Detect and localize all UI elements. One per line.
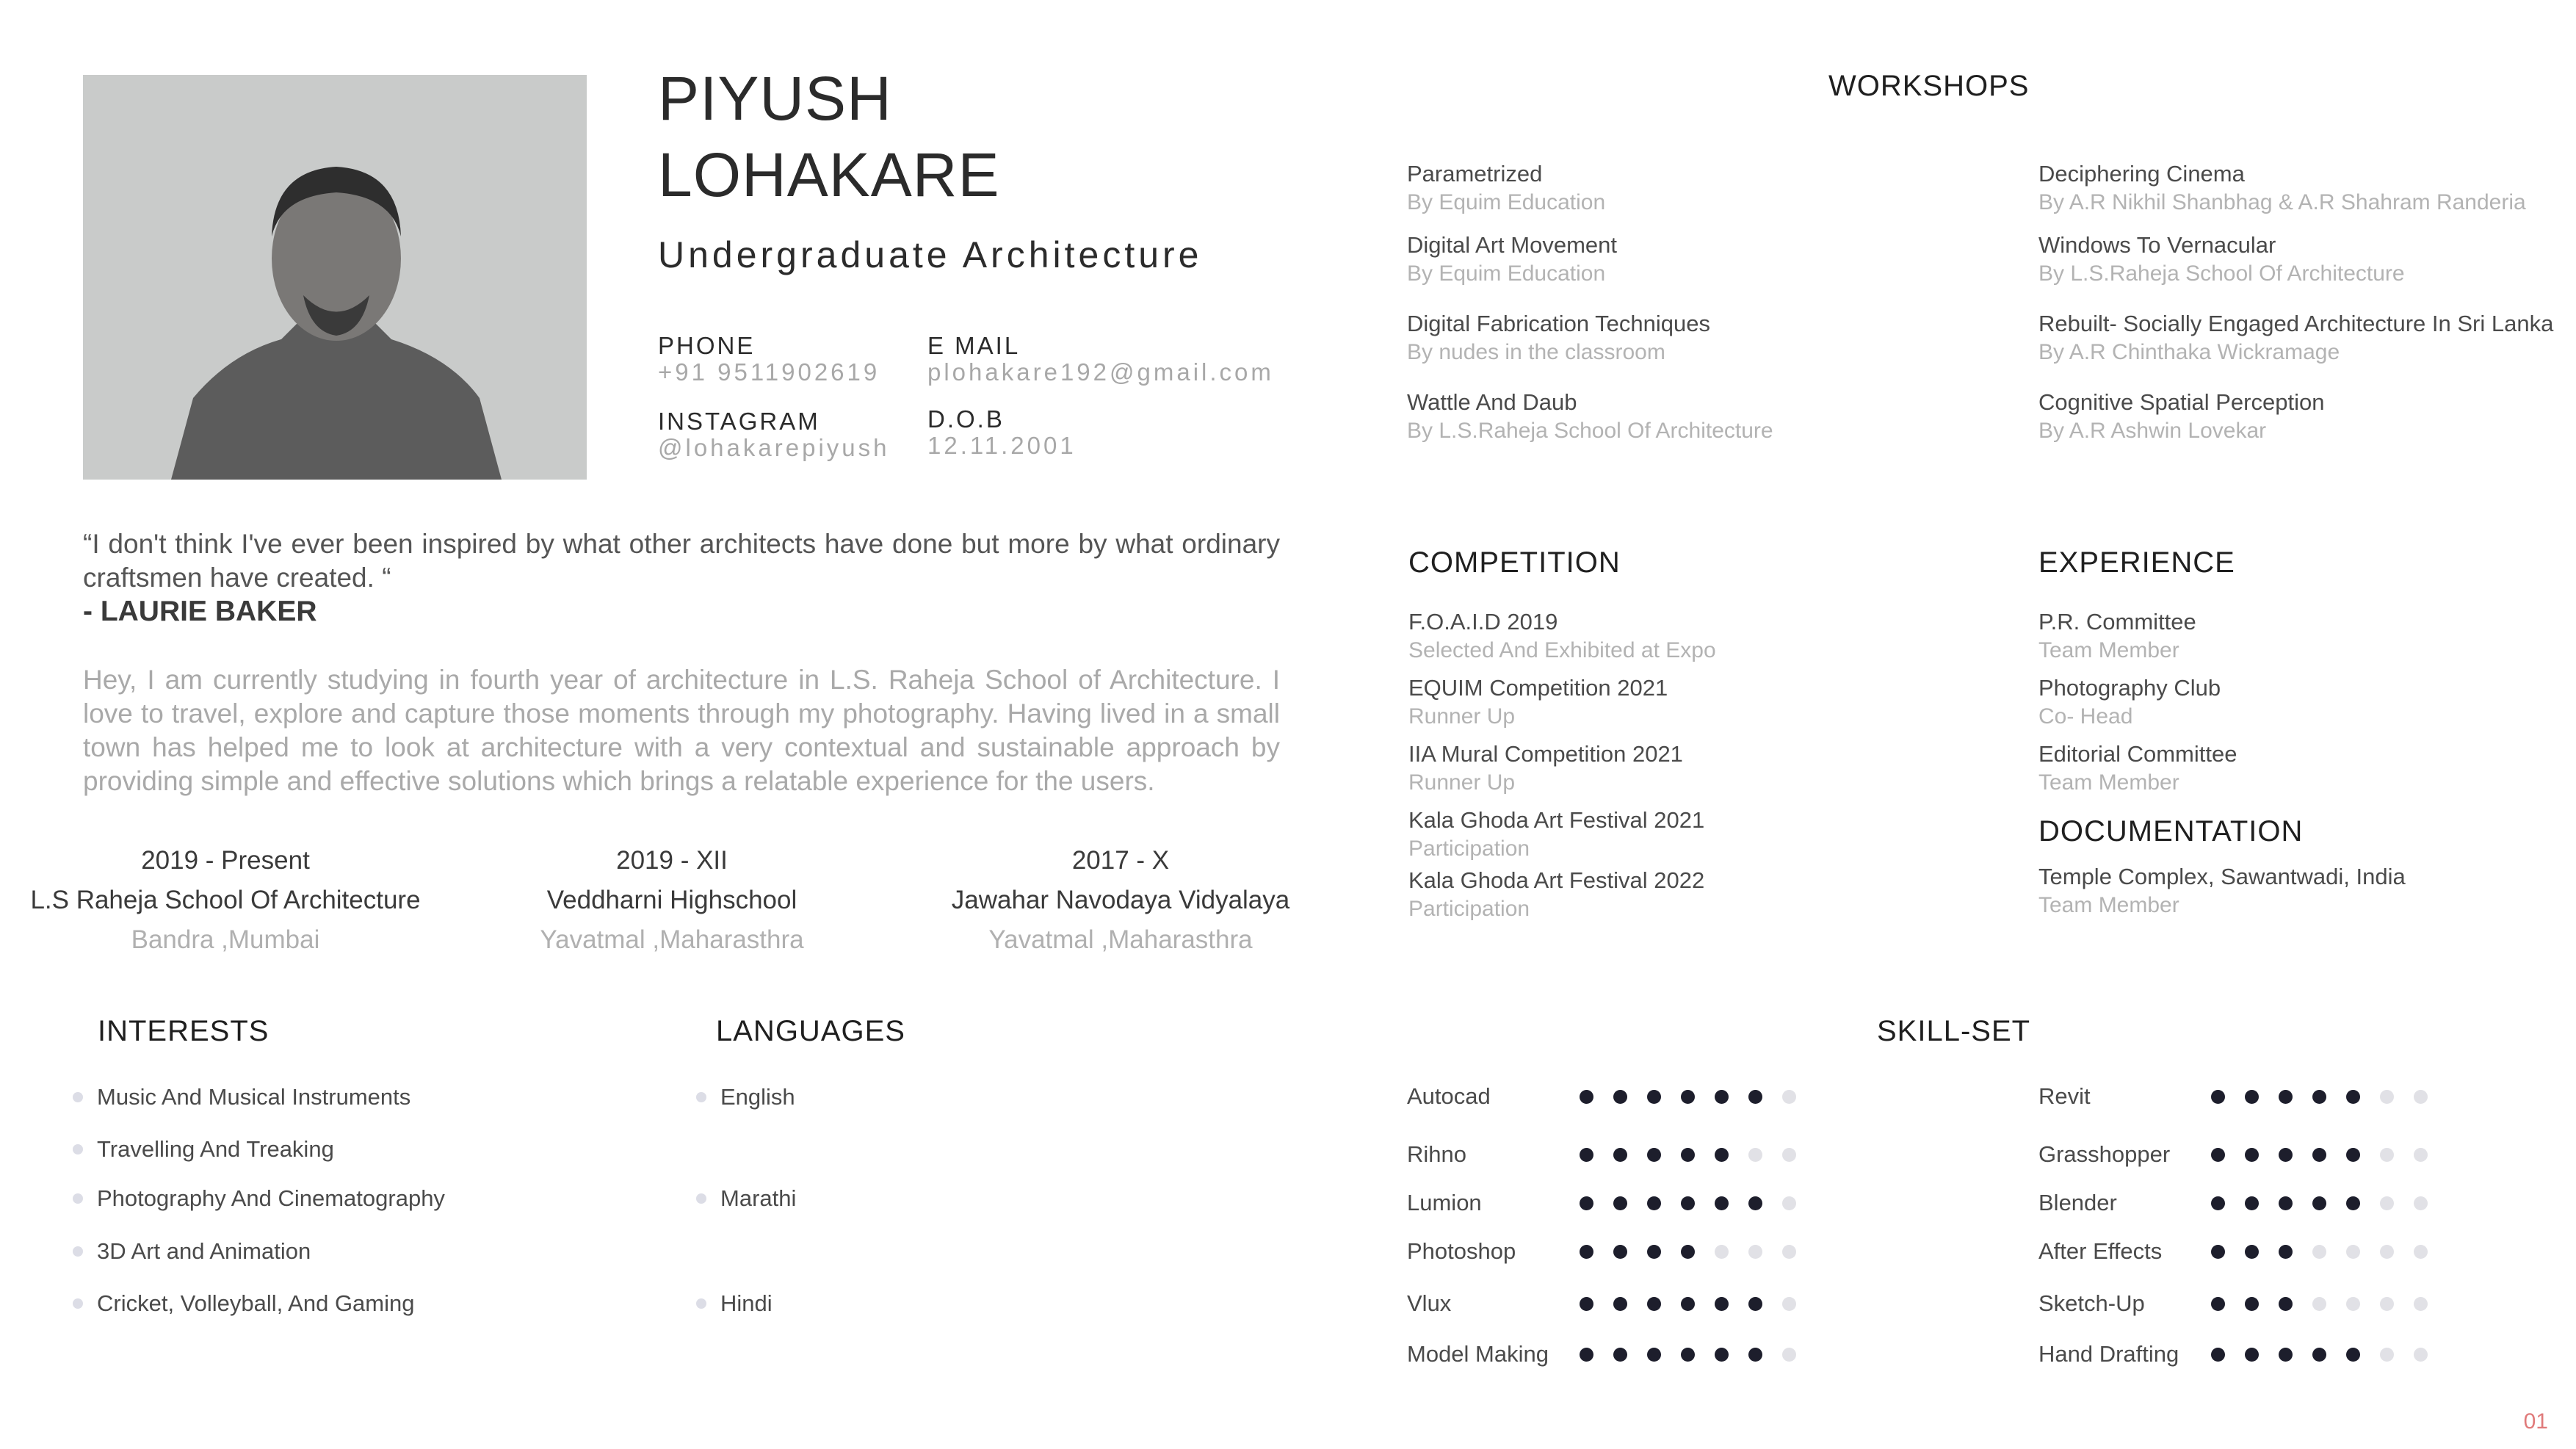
rating-dot-filled — [2245, 1245, 2259, 1259]
rating-dot-filled — [1715, 1297, 1729, 1311]
workshop-item — [2038, 389, 2324, 444]
interest-item — [73, 1084, 410, 1110]
skill-rating — [2211, 1090, 2447, 1104]
skill-name: Grasshopper — [2038, 1141, 2171, 1167]
skill-row — [2038, 1188, 2447, 1218]
workshop-item — [1407, 389, 1773, 444]
rating-dot-filled — [2312, 1090, 2326, 1104]
competition-item — [1408, 867, 1704, 922]
workshop-item — [1407, 311, 1710, 365]
interest-item — [73, 1238, 311, 1265]
rating-dot-filled — [2312, 1196, 2326, 1210]
competition-note: Runner Up — [1408, 704, 1516, 729]
rating-dot-filled — [1748, 1196, 1762, 1210]
rating-dot-filled — [2346, 1196, 2360, 1210]
rating-dot-filled — [1647, 1090, 1661, 1104]
documentation-item — [2038, 864, 2406, 918]
languages-title: LANGUAGES — [716, 1015, 905, 1047]
documentation-note: Team Member — [2038, 893, 2179, 917]
rating-dot-filled — [1613, 1196, 1627, 1210]
skillset-title: SKILL-SET — [1877, 1015, 2031, 1047]
interest-item — [73, 1136, 334, 1163]
workshop-item — [1407, 232, 1617, 286]
interest-item — [73, 1185, 445, 1212]
bio-text: Hey, I am currently studying in fourth year of architecture in L.S. Raheja School of Architecture. I love to travel, explore and capture those moments through my photography. Having lived in a small town has helped me to look at architecture with a very contextual and sustainable approach by providing simple and effective solutions which brings a relatable experience for the users. — [83, 665, 1280, 796]
rating-dot-filled — [2279, 1348, 2293, 1362]
rating-dot-empty — [1782, 1148, 1796, 1162]
skill-name: Model Making — [1407, 1341, 1549, 1367]
skill-row — [2038, 1340, 2447, 1369]
rating-dot-filled — [2346, 1348, 2360, 1362]
rating-dot-empty — [2414, 1297, 2428, 1311]
skill-row — [2038, 1140, 2447, 1169]
rating-dot-filled — [1715, 1348, 1729, 1362]
bullet-dot — [73, 1246, 83, 1257]
dob-value: 12.11.2001 — [927, 432, 1077, 459]
rating-dot-empty — [2414, 1245, 2428, 1259]
rating-dot-filled — [2279, 1245, 2293, 1259]
competition-note: Runner Up — [1408, 770, 1516, 795]
rating-dot-empty — [2346, 1245, 2360, 1259]
instagram-value: @lohakarepiyush — [658, 434, 890, 461]
last-name: LOHAKARE — [658, 140, 1000, 209]
rating-dot-filled — [1613, 1245, 1627, 1259]
language-item — [696, 1084, 795, 1110]
rating-dot-filled — [1748, 1297, 1762, 1311]
skill-name: After Effects — [2038, 1238, 2163, 1264]
skill-rating — [1580, 1090, 1816, 1104]
rating-dot-filled — [1748, 1090, 1762, 1104]
rating-dot-filled — [1647, 1297, 1661, 1311]
skill-name: Sketch-Up — [2038, 1290, 2145, 1316]
bullet-dot — [73, 1144, 83, 1154]
skill-rating — [2211, 1348, 2447, 1362]
rating-dot-empty — [1782, 1090, 1796, 1104]
rating-dot-filled — [1580, 1297, 1593, 1311]
skill-rating — [2211, 1297, 2447, 1311]
rating-dot-empty — [2380, 1196, 2394, 1210]
education-item — [5, 846, 446, 955]
rating-dot-filled — [2245, 1148, 2259, 1162]
skill-row — [1407, 1340, 1816, 1369]
rating-dot-filled — [2346, 1090, 2360, 1104]
language-item — [696, 1185, 796, 1212]
competition-item — [1408, 741, 1683, 795]
documentation-title: DOCUMENTATION — [2038, 815, 2304, 848]
documentation-name: Temple Complex, Sawantwadi, India — [2038, 864, 2406, 889]
experience-note: Team Member — [2038, 770, 2179, 795]
skill-rating — [2211, 1196, 2447, 1210]
experience-role: P.R. Committee — [2038, 609, 2196, 635]
competition-title: COMPETITION — [1408, 546, 1621, 579]
quote-text: “I don't think I've ever been inspired by what other architects have done but more by what ordinary craftsmen have created. “ — [83, 529, 1280, 593]
rating-dot-empty — [1715, 1245, 1729, 1259]
bullet-dot — [696, 1298, 706, 1309]
interest-label: Photography And Cinematography — [97, 1185, 445, 1211]
rating-dot-empty — [2312, 1245, 2326, 1259]
education-years: 2017 - X — [1071, 846, 1170, 875]
skill-name: Lumion — [1407, 1190, 1482, 1215]
workshop-by: By Equim Education — [1407, 261, 1606, 286]
skill-name: Photoshop — [1407, 1238, 1516, 1264]
workshop-title: Cognitive Spatial Perception — [2038, 389, 2325, 415]
skill-row — [2038, 1289, 2447, 1318]
competition-item — [1408, 807, 1704, 861]
interests-title: INTERESTS — [98, 1015, 269, 1047]
skill-name: Autocad — [1407, 1083, 1491, 1109]
skill-rating — [2211, 1148, 2447, 1162]
workshop-item — [2038, 311, 2553, 365]
workshop-title: Wattle And Daub — [1407, 389, 1577, 415]
interest-item — [73, 1290, 415, 1317]
workshop-item — [1407, 161, 1605, 215]
rating-dot-filled — [2279, 1148, 2293, 1162]
workshop-by: By L.S.Raheja School Of Architecture — [1407, 419, 1773, 443]
rating-dot-empty — [2414, 1148, 2428, 1162]
interest-label: Travelling And Treaking — [97, 1136, 334, 1162]
workshops-title: WORKSHOPS — [1828, 70, 2030, 102]
skill-row — [1407, 1140, 1816, 1169]
skill-name: Vlux — [1407, 1290, 1452, 1316]
rating-dot-filled — [2279, 1090, 2293, 1104]
experience-item — [2038, 675, 2221, 729]
rating-dot-filled — [1681, 1245, 1695, 1259]
rating-dot-filled — [1681, 1348, 1695, 1362]
bullet-dot — [73, 1092, 83, 1102]
first-name: PIYUSH — [658, 64, 892, 133]
education-place: Yavatmal ,Maharasthra — [988, 925, 1253, 954]
skill-row — [1407, 1289, 1816, 1318]
education-item — [452, 846, 892, 955]
rating-dot-filled — [2245, 1348, 2259, 1362]
workshop-title: Parametrized — [1407, 161, 1543, 187]
page-number: 01 — [2523, 1409, 2548, 1434]
workshop-title: Rebuilt- Socially Engaged Architecture In Sri Lanka — [2038, 311, 2554, 336]
profile-photo — [83, 75, 587, 480]
rating-dot-filled — [2346, 1148, 2360, 1162]
rating-dot-empty — [2380, 1090, 2394, 1104]
experience-title: EXPERIENCE — [2038, 546, 2235, 579]
skill-row — [2038, 1237, 2447, 1266]
rating-dot-filled — [1613, 1148, 1627, 1162]
rating-dot-filled — [2245, 1297, 2259, 1311]
competition-name: Kala Ghoda Art Festival 2021 — [1408, 807, 1705, 833]
rating-dot-empty — [1748, 1245, 1762, 1259]
rating-dot-empty — [2414, 1090, 2428, 1104]
skill-row — [1407, 1188, 1816, 1218]
bullet-dot — [73, 1193, 83, 1204]
skill-rating — [1580, 1297, 1816, 1311]
rating-dot-empty — [2414, 1196, 2428, 1210]
interest-label: 3D Art and Animation — [97, 1238, 311, 1264]
workshop-title: Windows To Vernacular — [2038, 232, 2276, 258]
rating-dot-filled — [1647, 1245, 1661, 1259]
competition-note: Participation — [1408, 836, 1530, 861]
quote-author: - LAURIE BAKER — [83, 596, 317, 627]
workshop-title: Digital Fabrication Techniques — [1407, 311, 1710, 336]
skill-name: Hand Drafting — [2038, 1341, 2179, 1367]
rating-dot-empty — [2380, 1245, 2394, 1259]
rating-dot-filled — [1681, 1090, 1695, 1104]
rating-dot-empty — [2346, 1297, 2360, 1311]
phone-value: +91 9511902619 — [658, 358, 880, 386]
rating-dot-filled — [1681, 1148, 1695, 1162]
rating-dot-filled — [2211, 1148, 2225, 1162]
rating-dot-filled — [2211, 1297, 2225, 1311]
rating-dot-filled — [1748, 1348, 1762, 1362]
rating-dot-filled — [1580, 1348, 1593, 1362]
skill-rating — [1580, 1348, 1816, 1362]
education-school: Jawahar Navodaya Vidyalaya — [951, 886, 1290, 914]
workshop-by: By A.R Ashwin Lovekar — [2038, 419, 2267, 443]
rating-dot-filled — [2211, 1196, 2225, 1210]
rating-dot-filled — [2279, 1196, 2293, 1210]
education-years: 2019 - Present — [141, 846, 310, 875]
experience-item — [2038, 609, 2196, 663]
competition-name: EQUIM Competition 2021 — [1408, 675, 1668, 701]
rating-dot-filled — [2245, 1090, 2259, 1104]
rating-dot-empty — [2380, 1148, 2394, 1162]
experience-item — [2038, 741, 2237, 795]
workshop-by: By nudes in the classroom — [1407, 340, 1665, 364]
instagram-label: INSTAGRAM — [658, 408, 820, 435]
language-label: Hindi — [720, 1290, 773, 1316]
competition-item — [1408, 675, 1668, 729]
experience-role: Editorial Committee — [2038, 741, 2237, 767]
rating-dot-filled — [1580, 1148, 1593, 1162]
competition-name: IIA Mural Competition 2021 — [1408, 741, 1683, 767]
bullet-dot — [696, 1092, 706, 1102]
rating-dot-filled — [2211, 1245, 2225, 1259]
interest-label: Music And Musical Instruments — [97, 1084, 411, 1110]
rating-dot-empty — [1748, 1148, 1762, 1162]
skill-row — [1407, 1082, 1816, 1111]
skill-row — [2038, 1082, 2447, 1111]
skill-rating — [1580, 1196, 1816, 1210]
experience-role: Photography Club — [2038, 675, 2221, 701]
skill-rating — [1580, 1245, 1816, 1259]
education-place: Yavatmal ,Maharasthra — [540, 925, 804, 954]
rating-dot-empty — [1782, 1297, 1796, 1311]
education-school: Veddharni Highschool — [546, 886, 797, 914]
skill-name: Revit — [2038, 1083, 2091, 1109]
interest-label: Cricket, Volleyball, And Gaming — [97, 1290, 415, 1316]
workshop-item — [2038, 232, 2405, 286]
education-item — [900, 846, 1341, 955]
experience-note: Team Member — [2038, 638, 2179, 662]
rating-dot-empty — [2380, 1348, 2394, 1362]
rating-dot-empty — [1782, 1196, 1796, 1210]
rating-dot-filled — [1613, 1297, 1627, 1311]
workshop-by: By L.S.Raheja School Of Architecture — [2038, 261, 2405, 286]
rating-dot-filled — [1647, 1196, 1661, 1210]
competition-note: Participation — [1408, 897, 1530, 921]
phone-label: PHONE — [658, 332, 756, 359]
language-item — [696, 1290, 773, 1317]
rating-dot-filled — [1715, 1090, 1729, 1104]
education-place: Bandra ,Mumbai — [131, 925, 320, 954]
rating-dot-empty — [2414, 1348, 2428, 1362]
workshop-title: Digital Art Movement — [1407, 232, 1617, 258]
bullet-dot — [73, 1298, 83, 1309]
rating-dot-filled — [1647, 1348, 1661, 1362]
skill-name: Blender — [2038, 1190, 2117, 1215]
competition-item — [1408, 609, 1716, 663]
experience-note: Co- Head — [2038, 704, 2133, 729]
rating-dot-filled — [2211, 1348, 2225, 1362]
language-label: Marathi — [720, 1185, 797, 1211]
competition-name: F.O.A.I.D 2019 — [1408, 609, 1558, 635]
competition-name: Kala Ghoda Art Festival 2022 — [1408, 867, 1705, 893]
competition-note: Selected And Exhibited at Expo — [1408, 638, 1716, 662]
skill-rating — [2211, 1245, 2447, 1259]
rating-dot-filled — [2312, 1148, 2326, 1162]
skill-name: Rihno — [1407, 1141, 1466, 1167]
education-school: L.S Raheja School Of Architecture — [30, 886, 421, 914]
rating-dot-filled — [2245, 1196, 2259, 1210]
workshop-by: By A.R Nikhil Shanbhag & A.R Shahram Randeria — [2038, 190, 2526, 214]
rating-dot-filled — [1715, 1148, 1729, 1162]
rating-dot-filled — [1613, 1090, 1627, 1104]
rating-dot-filled — [1681, 1297, 1695, 1311]
rating-dot-empty — [2312, 1297, 2326, 1311]
dob-label: D.O.B — [927, 405, 1005, 433]
rating-dot-filled — [2211, 1090, 2225, 1104]
email-value: plohakare192@gmail.com — [927, 358, 1274, 386]
workshop-by: By Equim Education — [1407, 190, 1606, 214]
rating-dot-filled — [1647, 1148, 1661, 1162]
rating-dot-empty — [1782, 1245, 1796, 1259]
rating-dot-empty — [1782, 1348, 1796, 1362]
rating-dot-filled — [1715, 1196, 1729, 1210]
education-years: 2019 - XII — [616, 846, 728, 875]
rating-dot-filled — [1681, 1196, 1695, 1210]
rating-dot-filled — [1580, 1245, 1593, 1259]
workshop-title: Deciphering Cinema — [2038, 161, 2245, 187]
role-title: Undergraduate Architecture — [658, 234, 1203, 275]
rating-dot-filled — [1580, 1196, 1593, 1210]
skill-row — [1407, 1237, 1816, 1266]
email-label: E MAIL — [927, 332, 1021, 359]
rating-dot-filled — [2279, 1297, 2293, 1311]
workshop-by: By A.R Chinthaka Wickramage — [2038, 340, 2340, 364]
rating-dot-filled — [1580, 1090, 1593, 1104]
rating-dot-filled — [2312, 1348, 2326, 1362]
bullet-dot — [696, 1193, 706, 1204]
workshop-item — [2038, 161, 2526, 215]
skill-rating — [1580, 1148, 1816, 1162]
rating-dot-empty — [2380, 1297, 2394, 1311]
rating-dot-filled — [1613, 1348, 1627, 1362]
language-label: English — [720, 1084, 795, 1110]
